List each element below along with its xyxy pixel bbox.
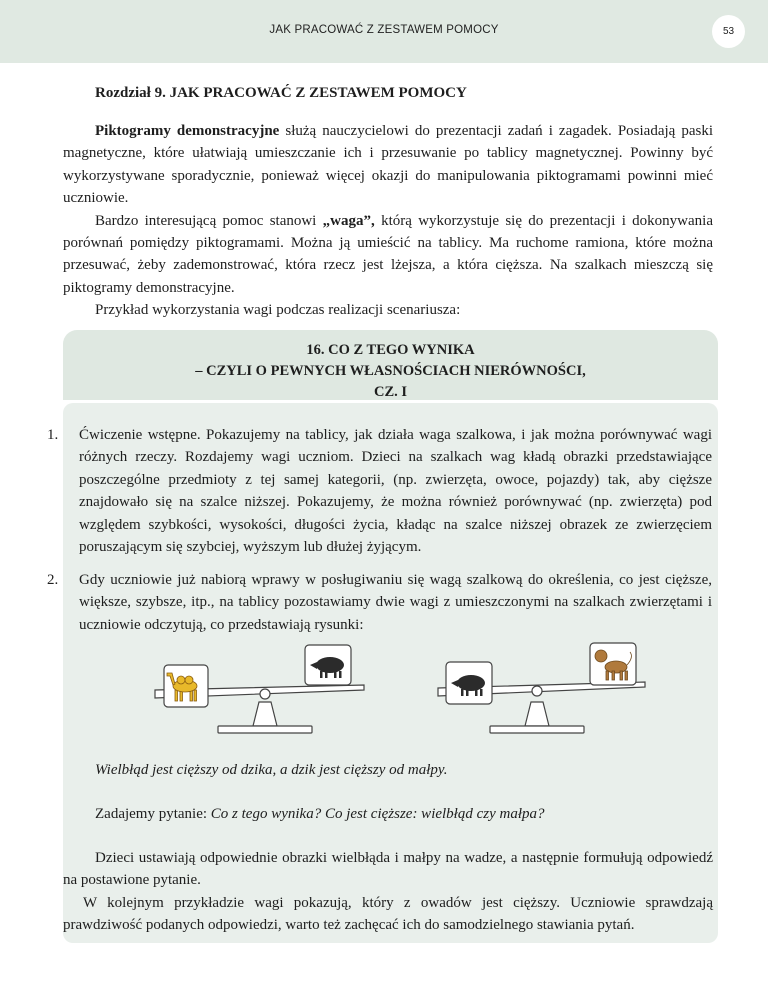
scale-term: „waga”, bbox=[322, 212, 375, 229]
intro-paragraph-2 bbox=[63, 210, 713, 300]
intro-paragraph-3: Przykład wykorzystania wagi podczas realizacji scenariusza: bbox=[95, 302, 461, 319]
intro-p2-after: którą wykorzystuje się do prezentacji i dokonywania porównań pomiędzy piktogramami. Można ją umieścić na tablicy. Ma ruchome ramiona, które można przesuwać, żeby zademonstrować, która rzecz jest lżejsza, a która cięższa. Na szalkach mieszczą się piktogramy demonstracyjne. bbox=[63, 212, 713, 296]
intro-paragraph-1 bbox=[63, 120, 713, 210]
monkey-pictogram bbox=[590, 643, 636, 685]
list-item-1 bbox=[47, 424, 712, 558]
closing-paragraph-2: W kolejnym przykładzie wagi pokazują, który z owadów jest cięższy. Uczniowie sprawdzają prawdziwość podanych odpowiedzi, warto też zachęcać ich do samodzielnego stawiania pytań. bbox=[63, 894, 713, 934]
camel-pictogram bbox=[164, 665, 208, 707]
list-item-2 bbox=[47, 569, 712, 636]
question-text: Co z tego wynika? Co jest cięższe: wielbłąd czy małpa? bbox=[210, 806, 545, 822]
scenario-title-line-1: 16. CO Z TEGO WYNIKA bbox=[306, 342, 475, 358]
boar-pictogram-1 bbox=[305, 645, 351, 685]
page-header bbox=[0, 0, 768, 63]
scale-statement: Wielbłąd jest cięższy od dzika, a dzik jest cięższy od małpy. bbox=[95, 762, 448, 778]
pictograms-term: Piktogramy demonstracyjne bbox=[95, 123, 280, 139]
list-text-2: Gdy uczniowie już nabiorą wprawy w posługiwaniu się wagą szalkową do określenia, co jest cięższe, większe, szybsze, itp., na tablicy pozostawiamy dwie wagi z umieszczonymi na szalkach zwierzętami i uczniowie odczytują, co przedstawiają rysunki: bbox=[79, 572, 712, 633]
scenario-header bbox=[63, 330, 718, 400]
running-head: JAK PRACOWAĆ Z ZESTAWEM POMOCY bbox=[269, 24, 499, 36]
question-line bbox=[95, 806, 545, 823]
list-number-2: 2. bbox=[47, 572, 59, 588]
closing-text bbox=[63, 847, 713, 937]
balance-scale-2 bbox=[438, 643, 645, 733]
intro-p2-before: Bardzo interesującą pomoc stanowi bbox=[95, 212, 323, 229]
intro-text bbox=[63, 120, 713, 322]
scenario-title bbox=[63, 340, 718, 403]
scenario-title-line-2: – CZYLI O PEWNYCH WŁASNOŚCIACH NIERÓWNOŚCI, bbox=[195, 363, 586, 379]
chapter-title: Rozdział 9. JAK PRACOWAĆ Z ZESTAWEM POMOCY bbox=[95, 85, 467, 101]
intro-p1-text: służą nauczycielowi do prezentacji zadań i zagadek. Posiadają paski magnetyczne, które ułatwiają umieszczanie ich i przesuwanie po tablicy magnetycznej. Powinny być wykorzystywane sporadycznie, ponieważ więcej okazji do manipulowania piktogramami powinni mieć uczniowie. bbox=[63, 123, 713, 207]
closing-paragraph-1: Dzieci ustawiają odpowiednie obrazki wielbłąda i małpy na wadze, a następnie formułują odpowiedź na postawione pytanie. bbox=[63, 850, 713, 889]
boar-pictogram-2 bbox=[446, 662, 492, 704]
scenario-title-line-3: CZ. I bbox=[373, 384, 408, 400]
page-number: 53 bbox=[712, 15, 745, 48]
list-text-1: Ćwiczenie wstępne. Pokazujemy na tablicy, jak działa waga szalkowa, i jak można porównywać wagi różnych rzeczy. Rozdajemy wagi uczniom. Dzieci na szalkach wag kładą obrazki przedstawiające poszczególne przedmioty z tej samej kategorii, (np. zwierzęta, owoce, pojazdy) tak, aby cięższe znajdowało się na szalce niższej. Pokazujemy, że można również porównywać (np. zwierzęta) pod względem szybkości, wysokości, długości życia, kładąc na szalce niższej obrazek ze zwierzęciem poruszającym się szybciej, wyższym lub dłużej żyjącym. bbox=[79, 427, 712, 556]
balance-scale-1 bbox=[155, 645, 364, 733]
question-prefix: Zadajemy pytanie: bbox=[95, 806, 211, 822]
balance-scales-illustration bbox=[150, 640, 670, 765]
list-number-1: 1. bbox=[47, 427, 59, 443]
